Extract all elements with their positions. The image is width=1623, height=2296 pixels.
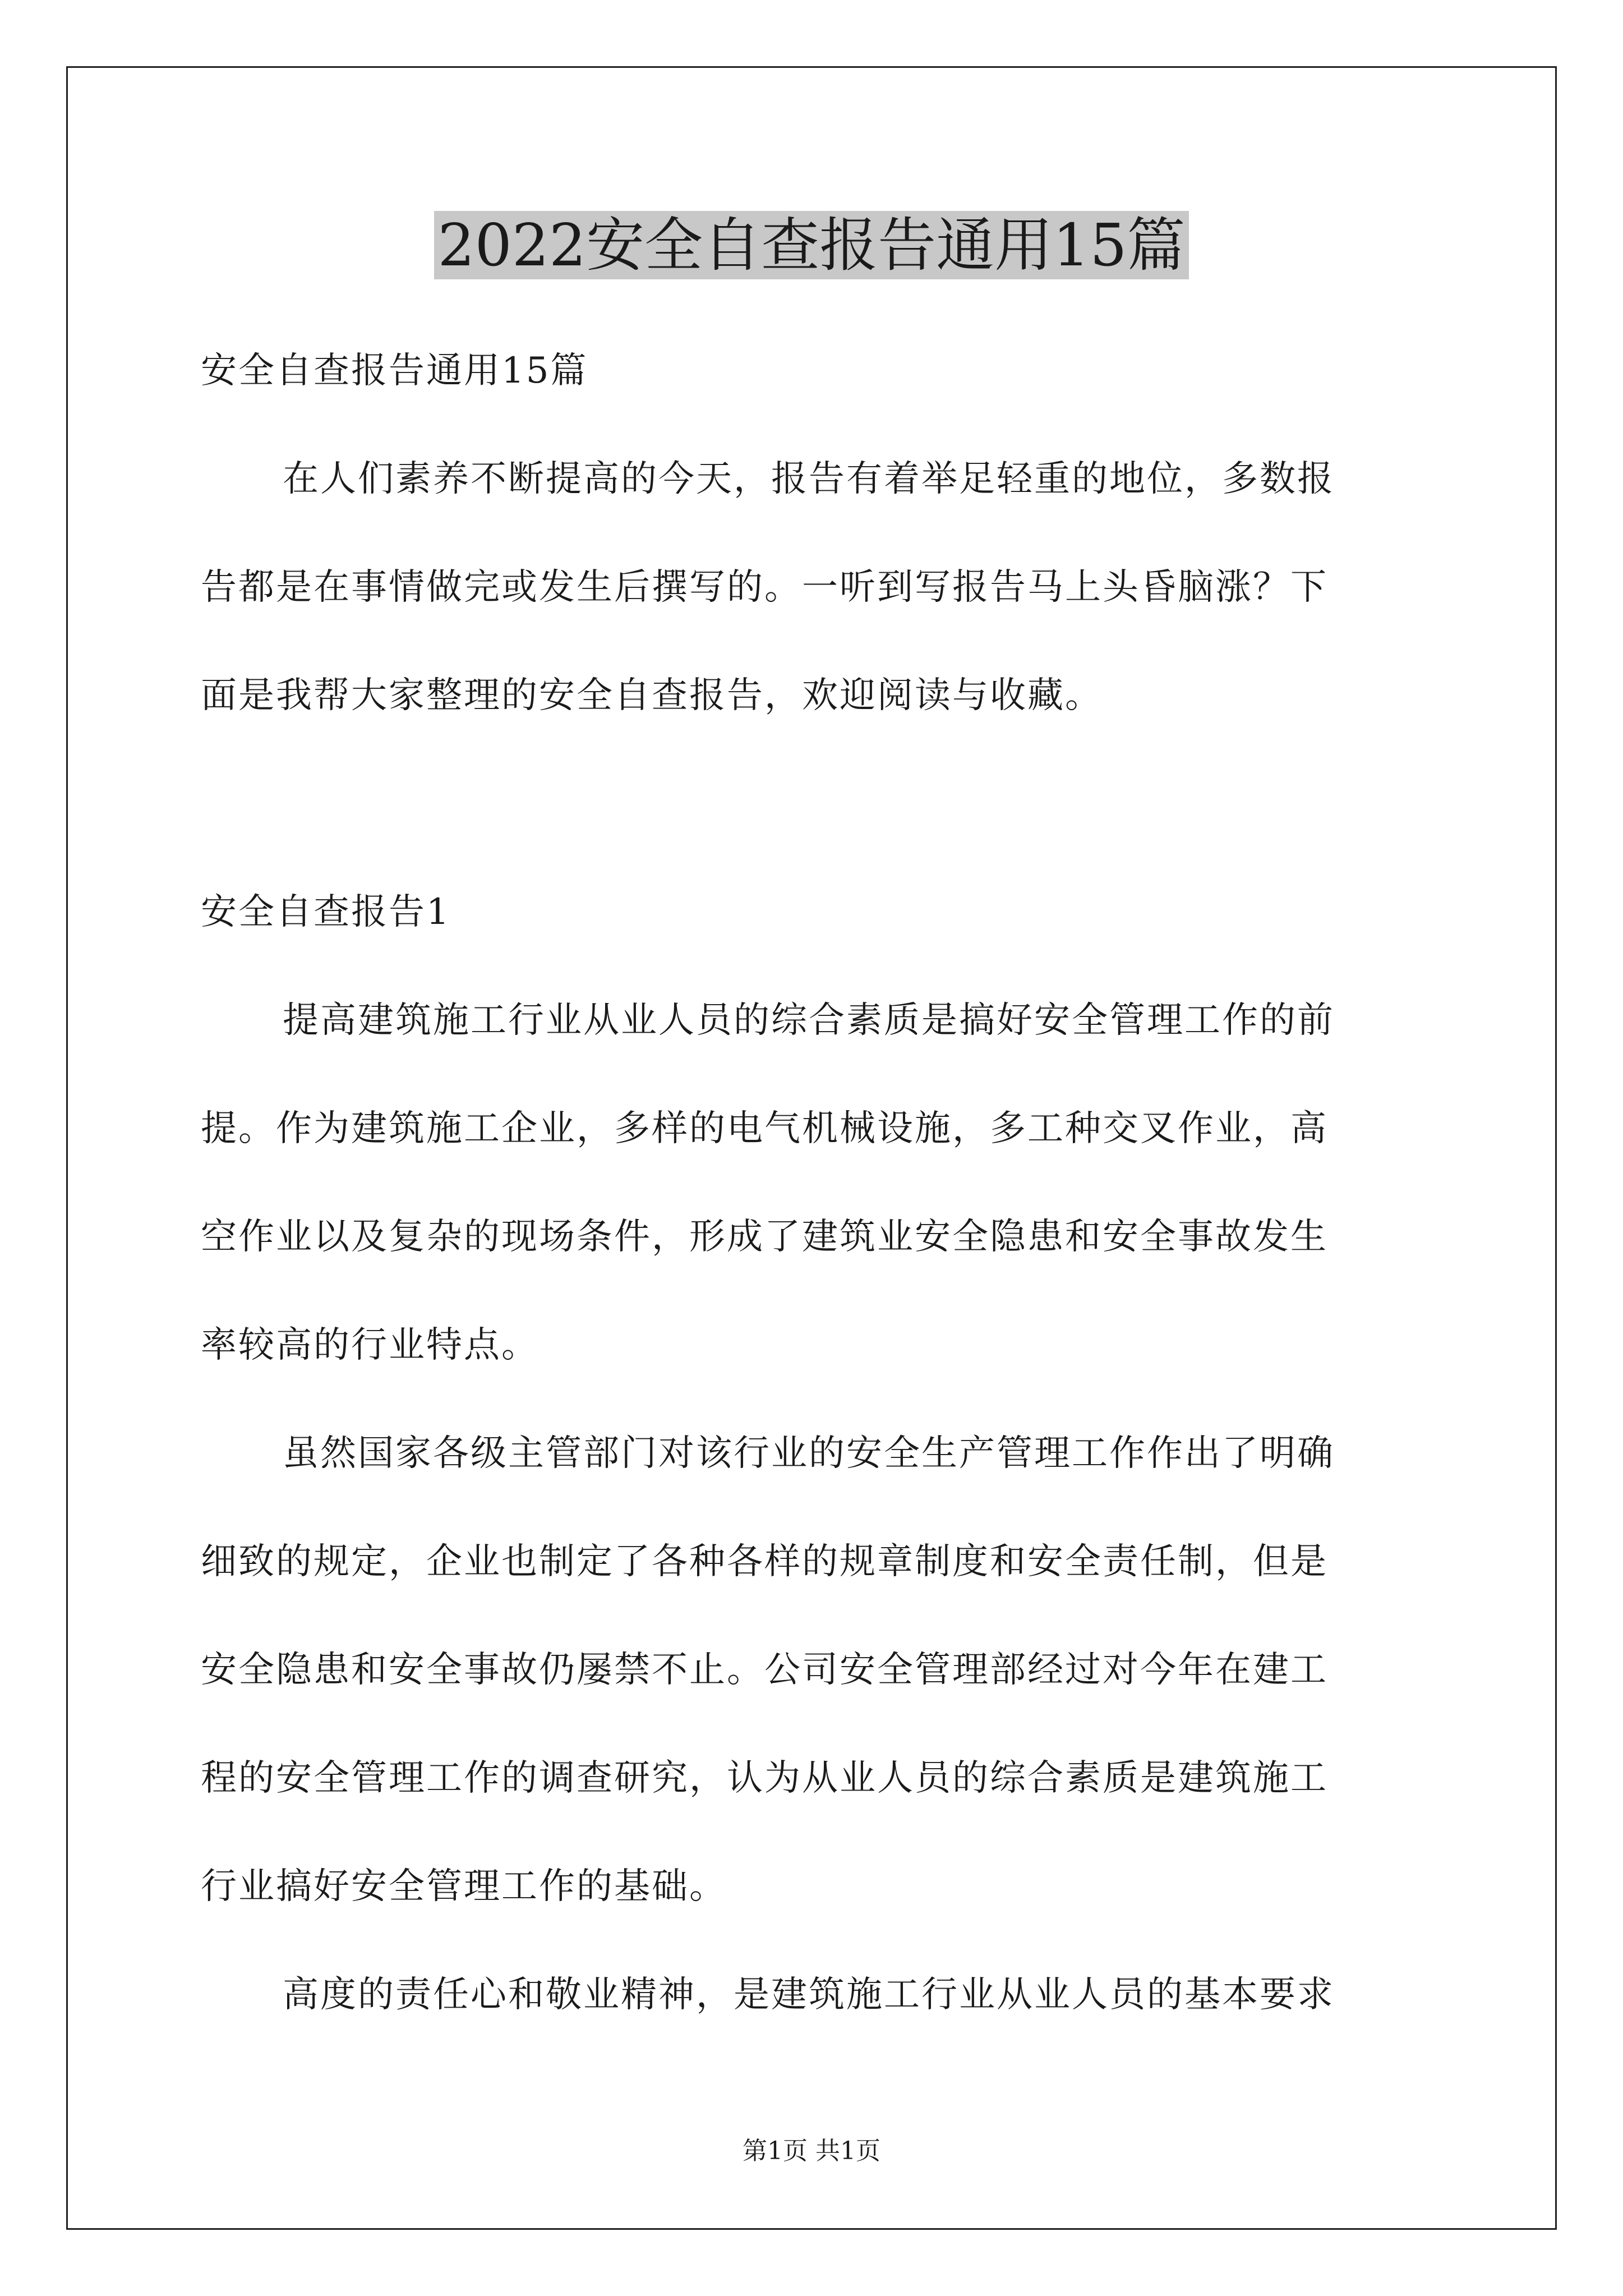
document-title (0, 203, 1623, 287)
intro-line: 面是我帮大家整理的安全自查报告，欢迎阅读与收藏。 (201, 675, 1103, 716)
paragraph-line: 安全隐患和安全事故仍屡禁不止。公司安全管理部经过对今年在建工 (201, 1649, 1328, 1691)
intro-line: 告都是在事情做完或发生后撰写的。一听到写报告马上头昏脑涨？下 (201, 567, 1328, 608)
paragraph-line: 行业搞好安全管理工作的基础。 (201, 1866, 727, 1907)
intro-line: 在人们素养不断提高的今天，报告有着举足轻重的地位，多数报 (283, 458, 1335, 500)
subtitle: 安全自查报告通用15篇 (201, 350, 588, 392)
paragraph-line: 提高建筑施工行业从业人员的综合素质是搞好安全管理工作的前 (283, 1000, 1335, 1041)
paragraph-line: 细致的规定，企业也制定了各种各样的规章制度和安全责任制，但是 (201, 1541, 1328, 1582)
paragraph-line: 程的安全管理工作的调查研究，认为从业人员的综合素质是建筑施工 (201, 1757, 1328, 1799)
paragraph-line: 高度的责任心和敬业精神，是建筑施工行业从业人员的基本要求 (283, 1974, 1335, 2016)
document-title-text: 2022安全自查报告通用15篇 (434, 211, 1188, 279)
paragraph-line: 率较高的行业特点。 (201, 1324, 539, 1366)
paragraph-line: 虽然国家各级主管部门对该行业的安全生产管理工作作出了明确 (283, 1433, 1335, 1474)
section-heading: 安全自查报告1 (201, 891, 451, 933)
paragraph-line: 空作业以及复杂的现场条件，形成了建筑业安全隐患和安全事故发生 (201, 1216, 1328, 1258)
document-body (201, 317, 1422, 2049)
paragraph-line: 提。作为建筑施工企业，多样的电气机械设施，多工种交叉作业，高 (201, 1108, 1328, 1149)
blank-line (201, 750, 1422, 858)
page-footer: 第1页 共1页 (743, 2137, 880, 2165)
